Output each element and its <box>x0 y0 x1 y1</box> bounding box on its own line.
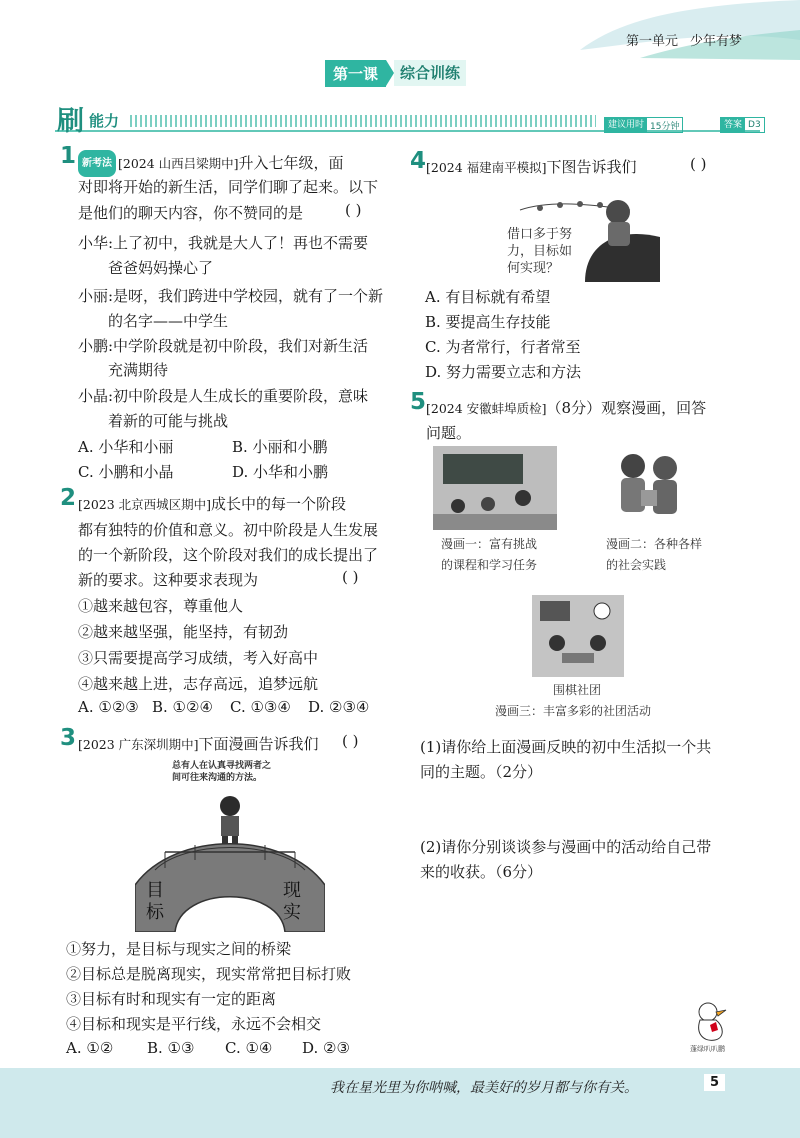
q5-cartoon-three <box>532 595 624 677</box>
section-char: 刷 <box>57 106 84 137</box>
q3-right-pillar-label: 现实 <box>283 880 301 923</box>
q1-dialog-line: 充满期待 <box>108 361 169 379</box>
q3-stem-text: 下面漫画告诉我们 <box>198 735 319 753</box>
q1-option-b[interactable]: B. 小丽和小鹏 <box>232 438 328 456</box>
q4-option-d[interactable]: D. 努力需要立志和方法 <box>425 363 582 381</box>
q2-stem-line: 新的要求。这种要求表现为 <box>78 571 259 589</box>
q3-caption-line: 间可往来沟通的方法。 <box>172 773 263 783</box>
q2-source: [2023 北京西城区期中] <box>78 497 212 512</box>
q4-cartoon-line: 力，目标如 <box>507 244 573 259</box>
q2-option-d[interactable]: D. ②③④ <box>308 698 370 716</box>
q1-dialog-line: 小晶:初中阶段是人生成长的重要阶段，意味 <box>78 387 369 405</box>
unit-header <box>614 30 742 49</box>
q1-dialog-line: 的名字——中学生 <box>108 312 229 330</box>
q4-stem-text: 下图告诉我们 <box>546 158 637 176</box>
q2-option-b[interactable]: B. ①②④ <box>152 698 213 716</box>
q2-item: ①越来越包容，尊重他人 <box>78 597 244 615</box>
q5-stem-line: 问题。 <box>426 424 472 442</box>
q1-stem-line: 升入七年级，面 <box>238 154 344 172</box>
duck-label: 蓬绿叭叭鹏 <box>690 1045 725 1053</box>
q2-number: 2 <box>60 485 77 511</box>
q5-caption-line: 的社会实践 <box>606 558 667 572</box>
q3-option-b[interactable]: B. ①③ <box>147 1039 195 1057</box>
q5-caption-line: 的课程和学习任务 <box>441 558 538 572</box>
q1-stem-line: 是他们的聊天内容，你不赞同的是 <box>78 204 304 222</box>
answer-label: 答案 <box>721 118 745 132</box>
q1-stem <box>78 150 393 177</box>
section-name: 能力 <box>89 112 120 130</box>
lesson-number: 第一课 <box>325 60 386 87</box>
q3-caption-line: 总有人在认真寻找两者之 <box>172 761 272 771</box>
q5-number: 5 <box>410 389 427 415</box>
q2-option-c[interactable]: C. ①③④ <box>230 698 291 716</box>
unit-title: 少年有梦 <box>689 34 742 49</box>
q1-dialog-line: 着新的可能与挑战 <box>108 412 229 430</box>
time-value: 15分钟 <box>650 121 680 132</box>
q3-number: 3 <box>60 725 77 751</box>
page-number: 5 <box>704 1074 725 1091</box>
q5-score: （8分） <box>546 399 602 417</box>
q3-left-pillar-label: 目标 <box>146 880 164 923</box>
answer-ref: D3 <box>748 120 761 130</box>
q5-caption-line: 漫画二：各种各样 <box>606 537 703 551</box>
q4-number: 4 <box>410 148 427 174</box>
banner-arrow <box>386 60 394 86</box>
q4-source: [2024 福建南平模拟] <box>426 160 547 175</box>
q5-source: [2024 安徽蚌埠质检] <box>426 401 547 416</box>
q1-option-d[interactable]: D. 小华和小鹏 <box>232 463 329 481</box>
q5-caption-line: 漫画一：富有挑战 <box>441 537 538 551</box>
q5-cartoon-three-label: 围棋社团 <box>553 683 602 697</box>
q5-stem-line: 观察漫画，回答 <box>601 399 707 417</box>
q3-option-d[interactable]: D. ②③ <box>302 1039 350 1057</box>
q4-option-a[interactable]: A. 有目标就有希望 <box>425 288 551 306</box>
unit-number: 第一单元 <box>625 34 678 49</box>
q3-item: ③目标有时和现实有一定的距离 <box>66 990 277 1008</box>
suggested-time-tag <box>604 117 683 133</box>
q5-cartoon-one <box>433 446 557 530</box>
q2-answer-paren[interactable]: ( ) <box>342 568 359 586</box>
q2-stem-line: 都有独特的价值和意义。初中阶段是人生发展 <box>78 521 379 539</box>
time-label: 建议用时 <box>605 118 647 132</box>
lesson-title: 综合训练 <box>394 60 466 86</box>
q4-cartoon-line: 何实现？ <box>507 261 560 276</box>
q1-option-c[interactable]: C. 小鹏和小晶 <box>78 463 174 481</box>
q5-caption-one <box>441 534 537 576</box>
q1-option-a[interactable]: A. 小华和小丽 <box>78 438 174 456</box>
q4-cartoon-text <box>507 226 572 277</box>
section-stripes <box>130 115 596 127</box>
q5-stem <box>426 396 766 421</box>
q4-option-c[interactable]: C. 为者常行，行者常至 <box>425 338 581 356</box>
q1-dialog-line: 爸爸妈妈操心了 <box>108 259 214 277</box>
q5-sub1-line: (1)请你给上面漫画反映的初中生活拟一个共 <box>420 738 712 756</box>
q2-item: ④越来越上进，志存高远，追梦远航 <box>78 675 319 693</box>
q1-answer-paren[interactable]: ( ) <box>345 201 362 219</box>
q2-stem-line: 成长中的每一个阶段 <box>211 495 347 513</box>
q3-item: ①努力，是目标与现实之间的桥梁 <box>66 940 292 958</box>
q4-cartoon-line: 借口多于努 <box>507 227 573 242</box>
q3-option-c[interactable]: C. ①④ <box>225 1039 273 1057</box>
q4-option-b[interactable]: B. 要提高生存技能 <box>425 313 551 331</box>
q4-answer-paren[interactable]: ( ) <box>690 155 707 173</box>
q2-stem <box>78 492 393 517</box>
q1-dialog-line: 小鹏:中学阶段就是初中阶段，我们对新生活 <box>78 337 369 355</box>
q1-stem-line: 对即将开始的新生活，同学们聊了起来。以下 <box>78 178 379 196</box>
q2-stem-line: 的一个新阶段，这个阶段对我们的成长提出了 <box>78 546 379 564</box>
q3-answer-paren[interactable]: ( ) <box>342 732 359 750</box>
q5-sub1-line: 同的主题。（2分） <box>420 763 543 781</box>
footer-motto: 我在星光里为你呐喊，最美好的岁月都与你有关。 <box>330 1080 638 1096</box>
q1-source: [2024 山西吕梁期中] <box>118 156 239 171</box>
q1-dialog-line: 小华:上了初中，我就是大人了！再也不需要 <box>78 234 369 252</box>
q2-item: ③只需要提高学习成绩，考入好高中 <box>78 649 319 667</box>
lesson-banner <box>325 60 466 86</box>
q5-sub2-line: 来的收获。（6分） <box>420 863 543 881</box>
q5-caption-two <box>606 534 702 576</box>
q3-source: [2023 广东深圳期中] <box>78 737 199 752</box>
q2-option-a[interactable]: A. ①②③ <box>78 698 139 716</box>
q3-cartoon-caption <box>172 760 271 784</box>
q5-sub2-line: (2)请你分别谈谈参与漫画中的活动给自己带 <box>420 838 712 856</box>
q5-cartoon-two <box>605 446 691 526</box>
q2-item: ②越来越坚强，能坚持，有韧劲 <box>78 623 289 641</box>
q1-badge: 新考法 <box>78 150 116 177</box>
q3-item: ④目标和现实是平行线，永远不会相交 <box>66 1015 322 1033</box>
q3-item: ②目标总是脱离现实，现实常常把目标打败 <box>66 965 352 983</box>
q5-caption-three: 漫画三：丰富多彩的社团活动 <box>495 704 652 718</box>
answer-tag <box>720 117 765 133</box>
duck-mascot-icon <box>690 1000 740 1044</box>
q1-dialog-line: 小丽:是呀，我们跨进中学校园，就有了一个新 <box>78 287 384 305</box>
q1-number: 1 <box>60 143 77 169</box>
q3-option-a[interactable]: A. ①② <box>66 1039 114 1057</box>
